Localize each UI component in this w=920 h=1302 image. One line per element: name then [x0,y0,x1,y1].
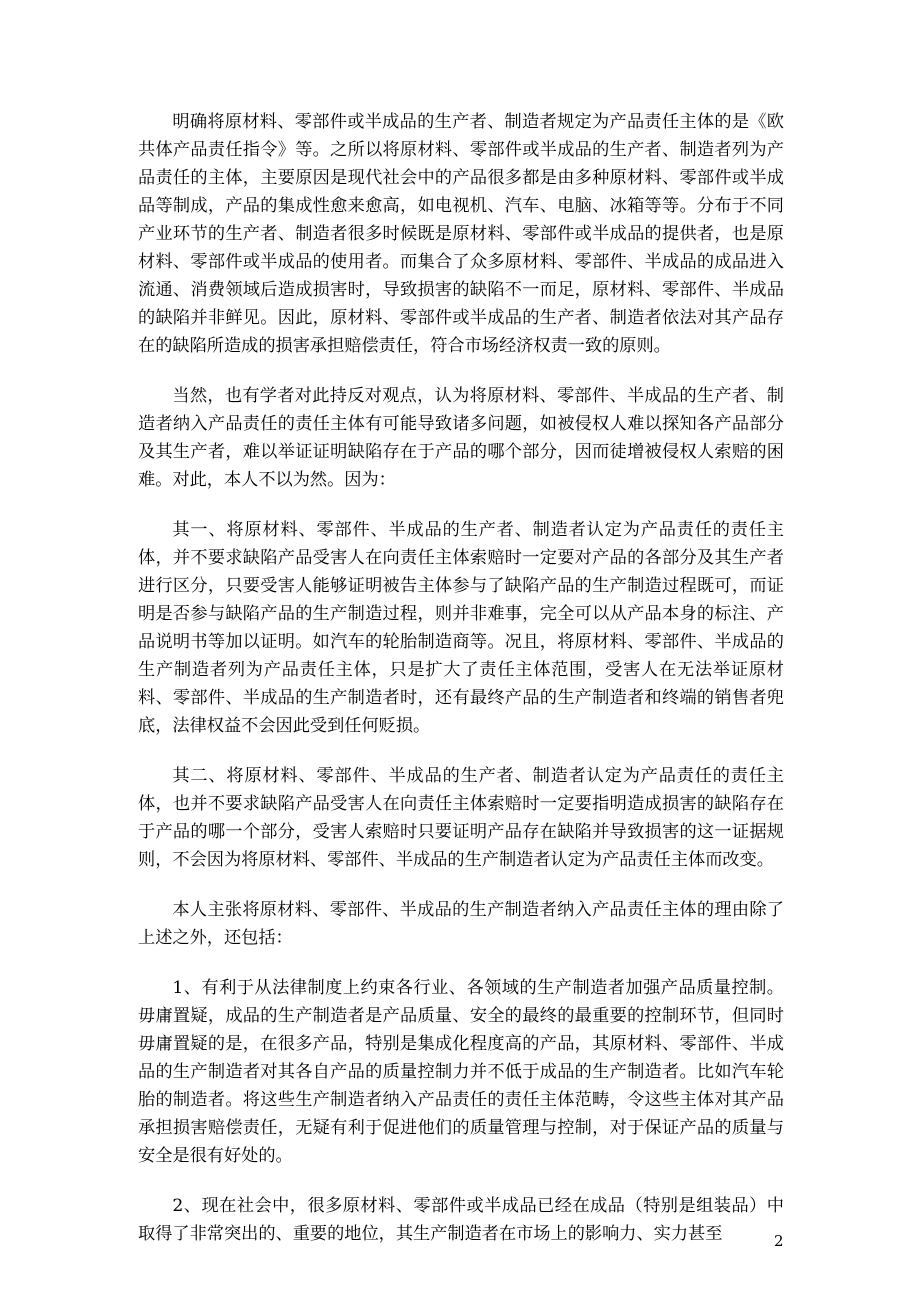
paragraph-5: 本人主张将原材料、零部件、半成品的生产制造者纳入产品责任主体的理由除了上述之外，还包括： [138,900,784,948]
document-page [138,108,784,1270]
paragraph-1: 明确将原材料、零部件或半成品的生产者、制造者规定为产品责任主体的是《欧共体产品责任指令》等。之所以将原材料、零部件或半成品的生产者、制造者列为产品责任的主体，主要原因是现代社会中的产品很多都是由多种原材料、零部件或半成品等制成，产品的集成性愈来愈高，如电视机、汽车、电脑、冰箱等等。分布于不同产业环节的生产者、制造者很多时候既是原材料、零部件或半成品的提供者，也是原材料、零部件或半成品的使用者。而集合了众多原材料、零部件、半成品的成品进入流通、消费领域后造成损害时，导致损害的缺陷不一而足，原材料、零部件、半成品的缺陷并非鲜见。因此，原材料、零部件或半成品的生产者、制造者依法对其产品存在的缺陷所造成的损害承担赔偿责任，符合市场经济权责一致的原则。 [138,112,784,356]
paragraph-7: 2、现在社会中，很多原材料、零部件或半成品已经在成品（特别是组装品）中取得了非常突出的、重要的地位，其生产制造者在市场上的影响力、实力甚至 [138,1196,784,1244]
paragraph-2: 当然，也有学者对此持反对观点，认为将原材料、零部件、半成品的生产者、制造者纳入产品责任的责任主体有可能导致诸多问题，如被侵权人难以探知各产品部分及其生产者，难以举证证明缺陷存在于产品的哪个部分，因而徒增被侵权人索赔的困难。对此，本人不以为然。因为： [138,386,784,490]
paragraph-3: 其一、将原材料、零部件、半成品的生产者、制造者认定为产品责任的责任主体，并不要求缺陷产品受害人在向责任主体索赔时一定要对产品的各部分及其生产者进行区分，只要受害人能够证明被告主体参与了缺陷产品的生产制造过程既可，而证明是否参与缺陷产品的生产制造过程，则并非难事，完全可以从产品本身的标注、产品说明书等加以证明。如汽车的轮胎制造商等。况且，将原材料、零部件、半成品的生产制造者列为产品责任主体，只是扩大了责任主体范围，受害人在无法举证原材料、零部件、半成品的生产制造者时，还有最终产品的生产制造者和终端的销售者兜底，法律权益不会因此受到任何贬损。 [138,520,784,736]
paragraph-4: 其二、将原材料、零部件、半成品的生产者、制造者认定为产品责任的责任主体，也并不要求缺陷产品受害人在向责任主体索赔时一定要指明造成损害的缺陷存在于产品的哪一个部分，受害人索赔时只要证明产品存在缺陷并导致损害的这一证据规则，不会因为将原材料、零部件、半成品的生产制造者认定为产品责任主体而改变。 [138,766,784,870]
paragraph-6: 1、有利于从法律制度上约束各行业、各领域的生产制造者加强产品质量控制。毋庸置疑，成品的生产制造者是产品质量、安全的最终的最重要的控制环节，但同时毋庸置疑的是，在很多产品，特别是集成化程度高的产品，其原材料、零部件、半成品的生产制造者对其各自产品的质量控制力并不低于成品的生产制造者。比如汽车轮胎的制造者。将这些生产制造者纳入产品责任的责任主体范畴，令这些主体对其产品承担损害赔偿责任，无疑有利于促进他们的质量管理与控制，对于保证产品的质量与安全是很有好处的。 [138,978,784,1166]
page-number: 2 [774,1232,784,1250]
